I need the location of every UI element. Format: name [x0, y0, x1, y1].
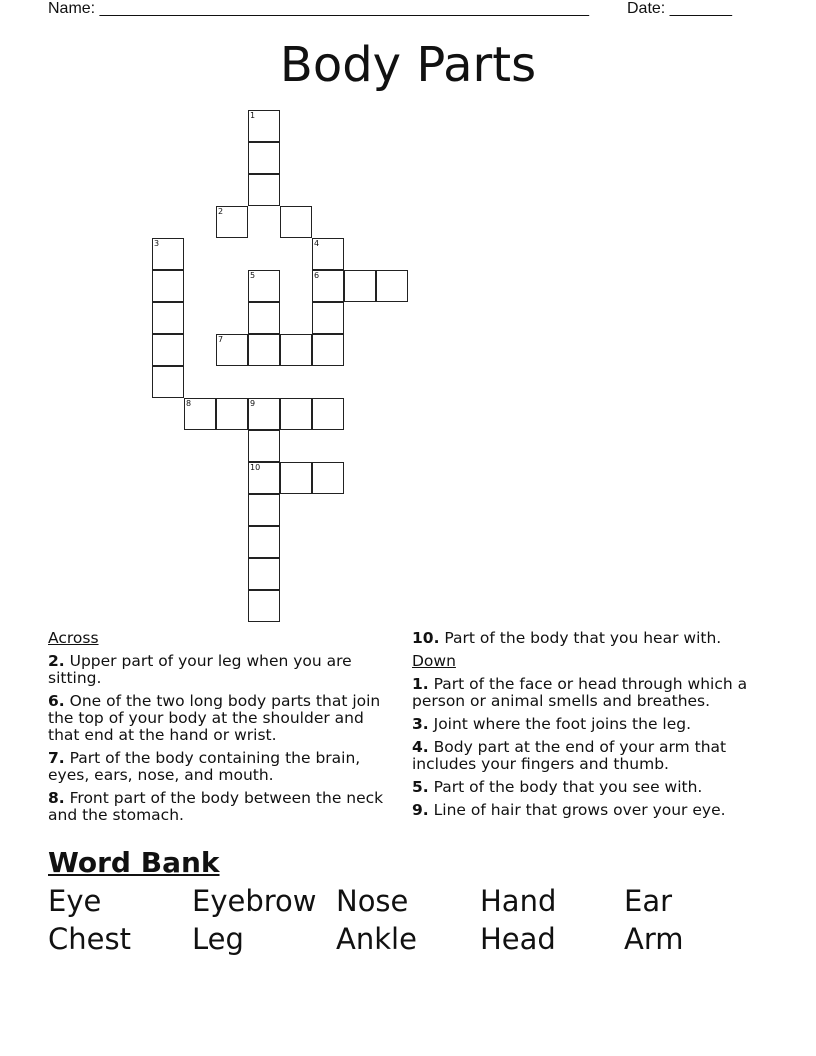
word-bank-word: Head — [480, 922, 556, 956]
crossword-cell[interactable] — [248, 590, 280, 622]
across-clue — [48, 653, 388, 687]
down-clue — [412, 802, 762, 819]
clue-number: 8. — [48, 789, 65, 807]
page-title: Body Parts — [279, 37, 537, 93]
clues-left-column — [48, 630, 388, 830]
word-bank-word: Leg — [192, 922, 244, 956]
crossword-cell[interactable] — [248, 398, 280, 430]
crossword-cell[interactable] — [216, 398, 248, 430]
crossword-cell[interactable] — [280, 206, 312, 238]
date-line: Date: _______ — [627, 0, 732, 17]
word-bank-word: Ear — [624, 884, 673, 918]
clue-number: 9. — [412, 801, 429, 819]
crossword-cell[interactable] — [152, 270, 184, 302]
clue-number: 10. — [412, 629, 440, 647]
clue-text: Joint where the foot joins the leg. — [433, 715, 692, 733]
crossword-cell[interactable] — [312, 462, 344, 494]
clue-number-label: 7 — [218, 335, 224, 344]
clue-number-label: 9 — [250, 399, 256, 408]
clue-number: 5. — [412, 778, 429, 796]
down-clue — [412, 716, 762, 733]
clues-right-column — [412, 630, 762, 825]
clue-number-label: 1 — [250, 111, 256, 120]
crossword-cell[interactable] — [248, 270, 280, 302]
crossword-cell[interactable] — [312, 302, 344, 334]
across-clue — [48, 750, 388, 784]
crossword-cell[interactable] — [184, 398, 216, 430]
crossword-cell[interactable] — [248, 174, 280, 206]
crossword-cell[interactable] — [152, 334, 184, 366]
crossword-cell[interactable] — [280, 398, 312, 430]
word-bank-word: Chest — [48, 922, 131, 956]
crossword-cell[interactable] — [248, 558, 280, 590]
clue-number: 7. — [48, 749, 65, 767]
word-bank-word: Arm — [624, 922, 684, 956]
clue-text: Part of the body that you hear with. — [444, 629, 722, 647]
clue-text: Upper part of your leg when you are sitting. — [48, 652, 352, 687]
crossword-cell[interactable] — [152, 238, 184, 270]
down-clue — [412, 779, 762, 796]
crossword-cell[interactable] — [312, 334, 344, 366]
clue-number-label: 8 — [186, 399, 192, 408]
crossword-cell[interactable] — [152, 302, 184, 334]
crossword-cell[interactable] — [248, 334, 280, 366]
clue-number-label: 4 — [314, 239, 320, 248]
clue-number: 4. — [412, 738, 429, 756]
crossword-cell[interactable] — [248, 526, 280, 558]
crossword-cell[interactable] — [152, 366, 184, 398]
crossword-cell[interactable] — [248, 430, 280, 462]
name-line: Name: _______________________________________________________ — [48, 0, 589, 17]
clue-text: Front part of the body between the neck and the stomach. — [48, 789, 384, 824]
clue-number-label: 10 — [250, 463, 261, 472]
crossword-cell[interactable] — [312, 238, 344, 270]
word-bank-word: Eye — [48, 884, 102, 918]
clue-text: Part of the body containing the brain, eyes, ears, nose, and mouth. — [48, 749, 361, 784]
crossword-cell[interactable] — [248, 302, 280, 334]
across-clue — [48, 693, 388, 744]
word-bank-title: Word Bank — [48, 846, 220, 879]
crossword-cell[interactable] — [280, 334, 312, 366]
crossword-cell[interactable] — [280, 462, 312, 494]
crossword-cell[interactable] — [376, 270, 408, 302]
clue-number: 1. — [412, 675, 429, 693]
clue-number: 2. — [48, 652, 65, 670]
word-bank-word: Nose — [336, 884, 409, 918]
clue-number-label: 2 — [218, 207, 224, 216]
clue-number-label: 5 — [250, 271, 256, 280]
down-clue — [412, 676, 762, 710]
clue-number-label: 3 — [154, 239, 160, 248]
crossword-cell[interactable] — [248, 142, 280, 174]
word-bank-word: Ankle — [336, 922, 417, 956]
down-heading: Down — [412, 652, 456, 670]
clue-text: Part of the face or head through which a person or animal smells and breathes. — [412, 675, 748, 710]
word-bank-word: Hand — [480, 884, 557, 918]
crossword-cell[interactable] — [312, 270, 344, 302]
clue-text: Part of the body that you see with. — [433, 778, 703, 796]
crossword-cell[interactable] — [248, 462, 280, 494]
down-clue — [412, 739, 762, 773]
clue-number: 6. — [48, 692, 65, 710]
crossword-cell[interactable] — [216, 206, 248, 238]
crossword-cell[interactable] — [248, 110, 280, 142]
across-clue — [48, 790, 388, 824]
crossword-cell[interactable] — [344, 270, 376, 302]
clue-number: 3. — [412, 715, 429, 733]
across-clue — [412, 630, 762, 647]
crossword-cell[interactable] — [248, 494, 280, 526]
crossword-cell[interactable] — [216, 334, 248, 366]
across-heading: Across — [48, 629, 99, 647]
clue-text: Line of hair that grows over your eye. — [433, 801, 726, 819]
clue-number-label: 6 — [314, 271, 320, 280]
clue-text: Body part at the end of your arm that includes your fingers and thumb. — [412, 738, 727, 773]
word-bank-word: Eyebrow — [192, 884, 317, 918]
crossword-cell[interactable] — [312, 398, 344, 430]
clue-text: One of the two long body parts that join the top of your body at the shoulder and that end at the hand or wrist. — [48, 692, 381, 744]
